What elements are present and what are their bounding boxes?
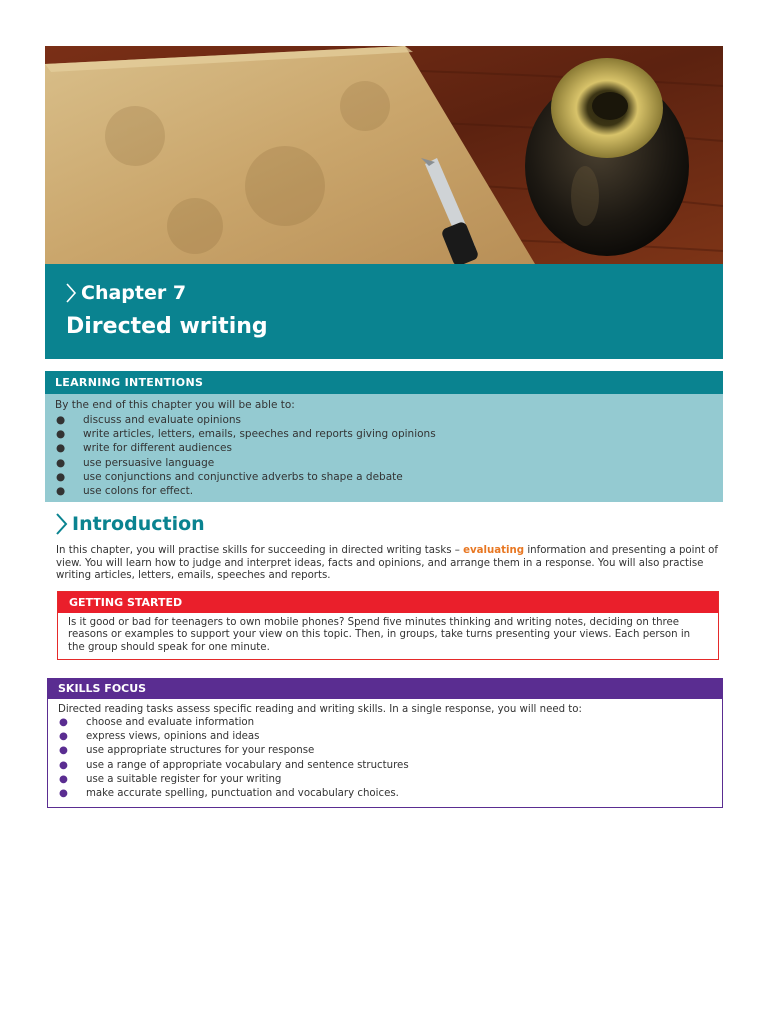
list-item: ● write for different audiences [56,442,232,455]
skills-focus-box [47,678,723,808]
chevron-right-icon [55,513,68,535]
skills-focus-heading: SKILLS FOCUS [48,679,722,699]
parchment-pen-inkwell-illustration [45,46,723,264]
bullet-icon: ● [56,442,66,455]
list-item: ● write articles, letters, emails, speeches and reports giving opinions [56,428,436,441]
chapter-banner [45,264,723,359]
bullet-icon: ● [56,485,66,498]
learning-intentions-list [55,413,713,498]
learning-intentions-heading: LEARNING INTENTIONS [45,371,723,394]
hero-image [45,46,723,264]
introduction-title: Introduction [72,513,205,535]
skills-focus-body [48,699,722,807]
bullet-icon: ● [56,470,66,483]
keyword-highlight: evaluating [463,545,525,556]
bullet-icon: ● [56,456,66,469]
list-item: ● use persuasive language [56,456,215,469]
list-item: ● use a suitable register for your writing [58,773,712,787]
bullet-icon: ● [56,428,66,441]
list-item: ● use colons for effect. [56,485,194,498]
list-item: ● make accurate spelling, punctuation and vocabulary choices. [58,787,712,801]
list-item: ● use appropriate structures for your response [58,744,712,758]
getting-started-box [57,591,719,660]
chevron-right-icon [65,283,77,303]
chapter-label-row [65,282,186,304]
list-item: ● express views, opinions and ideas [58,730,712,744]
bullet-icon: ● [59,773,68,785]
bullet-icon: ● [59,759,68,771]
bullet-icon: ● [59,717,68,728]
getting-started-text: Is it good or bad for teenagers to own mobile phones? Spend five minutes thinking and writing notes, deciding on three reasons or examples to support your view on this topic. Then, in groups, take turns presenting your views. Each person in the group should speak for one minute. [68,617,691,653]
bullet-icon: ● [59,745,68,757]
skills-focus-list [58,716,712,801]
introduction-text: In this chapter, you will practise skills for succeeding in directed writing tasks – evaluating information and presenting a point of view. You will learn how to judge and interpret ideas, facts and opinions, and arrange them in a response. You will also practise writing articles, letters, emails, speeches and reports. [56,545,718,582]
bullet-icon: ● [59,788,68,800]
learning-intentions-intro: By the end of this chapter you will be able to: [55,399,295,411]
bullet-icon: ● [56,414,66,426]
bullet-icon: ● [59,731,68,743]
list-item: ● discuss and evaluate opinions [56,414,242,426]
introduction-heading [55,513,205,535]
list-item: ● use a range of appropriate vocabulary and sentence structures [58,759,712,773]
learning-intentions-box [45,371,723,502]
list-item: ● use conjunctions and conjunctive adverbs to shape a debate [56,470,403,483]
chapter-label: Chapter 7 [81,282,187,304]
chapter-title: Directed writing [66,314,268,339]
getting-started-heading: GETTING STARTED [58,592,718,613]
learning-intentions-body [45,394,723,502]
list-item: ● choose and evaluate information [58,716,712,730]
skills-focus-intro: Directed reading tasks assess specific reading and writing skills. In a single response, you will need to: [58,704,582,715]
